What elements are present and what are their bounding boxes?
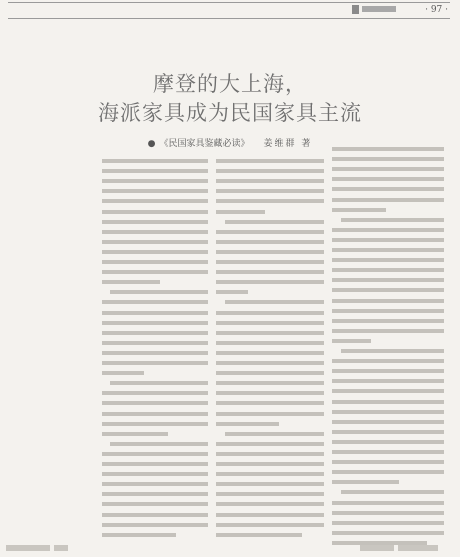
text-line — [332, 238, 444, 242]
text-line — [216, 210, 265, 214]
text-line — [102, 482, 208, 486]
text-line — [102, 311, 208, 315]
text-line — [332, 531, 444, 535]
text-line — [332, 309, 444, 313]
text-line — [216, 533, 302, 537]
text-line — [102, 280, 160, 284]
text-line — [102, 432, 168, 436]
text-line — [102, 371, 144, 375]
text-line — [102, 401, 208, 405]
text-line — [102, 220, 208, 224]
text-line — [332, 450, 444, 454]
text-line — [102, 462, 208, 466]
text-line — [216, 260, 324, 264]
text-line — [332, 258, 444, 262]
text-line — [216, 452, 324, 456]
text-line — [341, 218, 444, 222]
text-line — [102, 159, 208, 163]
text-line — [216, 482, 324, 486]
text-line — [102, 361, 208, 365]
text-line — [216, 179, 324, 183]
text-line — [332, 440, 444, 444]
text-line — [216, 462, 324, 466]
text-line — [332, 248, 444, 252]
text-line — [332, 187, 444, 191]
header-top-rule — [8, 2, 450, 3]
text-line — [102, 331, 208, 335]
text-line — [102, 472, 208, 476]
text-line — [102, 391, 208, 395]
text-line — [102, 260, 208, 264]
text-line — [216, 442, 324, 446]
text-line — [332, 501, 444, 505]
text-line — [225, 220, 324, 224]
text-line — [332, 278, 444, 282]
text-line — [102, 250, 208, 254]
text-line — [332, 369, 444, 373]
text-line — [332, 157, 444, 161]
text-line — [332, 400, 444, 404]
article-title-line-2: 海派家具成为民国家具主流 — [98, 101, 362, 125]
text-line — [102, 412, 208, 416]
text-line — [332, 167, 444, 171]
text-line — [216, 250, 324, 254]
text-line — [225, 300, 324, 304]
text-line — [341, 349, 444, 353]
text-line — [332, 299, 444, 303]
byline-bullet: ● — [147, 139, 156, 149]
text-line — [341, 490, 444, 494]
text-line — [102, 341, 208, 345]
page-number: · 97 · — [425, 5, 448, 15]
text-line — [332, 329, 444, 333]
text-line — [102, 533, 176, 537]
text-line — [102, 189, 208, 193]
text-line — [332, 319, 444, 323]
header-section-label — [362, 6, 396, 12]
header-bottom-rule — [8, 18, 450, 19]
text-line — [216, 341, 324, 345]
text-line — [216, 270, 324, 274]
text-line — [216, 189, 324, 193]
text-line — [332, 470, 444, 474]
slug-page-label — [54, 545, 68, 551]
text-line — [216, 280, 324, 284]
text-line — [332, 228, 444, 232]
text-line — [110, 442, 208, 446]
text-line — [332, 208, 386, 212]
text-line — [332, 379, 444, 383]
text-line — [216, 331, 324, 335]
text-line — [332, 430, 444, 434]
text-line — [110, 381, 208, 385]
text-line — [225, 432, 324, 436]
text-line — [216, 361, 324, 365]
text-line — [102, 300, 208, 304]
text-line — [332, 288, 444, 292]
text-line — [216, 199, 324, 203]
text-line — [332, 460, 444, 464]
text-line — [332, 410, 444, 414]
slug-time — [398, 545, 438, 551]
text-line — [332, 521, 444, 525]
text-line — [216, 523, 324, 527]
text-line — [332, 359, 444, 363]
text-line — [332, 147, 444, 151]
header-marker — [352, 5, 359, 14]
text-line — [332, 511, 444, 515]
text-line — [216, 371, 324, 375]
text-line — [102, 230, 208, 234]
text-line — [102, 513, 208, 517]
text-line — [216, 230, 324, 234]
text-line — [332, 480, 399, 484]
text-line — [216, 391, 324, 395]
byline-series: 《民国家具鉴藏必读》 — [159, 139, 250, 149]
text-line — [216, 240, 324, 244]
text-line — [216, 311, 324, 315]
article-title-line-1: 摩登的大上海， — [153, 72, 307, 96]
text-line — [216, 492, 324, 496]
text-line — [102, 523, 208, 527]
text-line — [102, 502, 208, 506]
text-line — [216, 159, 324, 163]
text-line — [216, 412, 324, 416]
text-line — [110, 290, 208, 294]
text-line — [102, 179, 208, 183]
text-line — [102, 270, 208, 274]
text-line — [332, 420, 444, 424]
text-line — [102, 321, 208, 325]
text-line — [332, 268, 444, 272]
text-line — [216, 513, 324, 517]
text-line — [102, 492, 208, 496]
text-line — [216, 351, 324, 355]
text-line — [216, 381, 324, 385]
text-line — [332, 389, 444, 393]
text-line — [216, 422, 279, 426]
text-line — [216, 290, 248, 294]
text-line — [216, 169, 324, 173]
text-line — [102, 351, 208, 355]
text-line — [216, 401, 324, 405]
slug-date — [360, 545, 394, 551]
text-line — [102, 169, 208, 173]
text-line — [216, 472, 324, 476]
text-line — [102, 199, 208, 203]
text-line — [216, 502, 324, 506]
text-line — [216, 321, 324, 325]
text-line — [102, 422, 208, 426]
byline-author: 姜维群 著 — [263, 139, 313, 149]
text-line — [102, 452, 208, 456]
slug-file-label — [6, 545, 50, 551]
text-line — [332, 198, 444, 202]
text-line — [332, 177, 444, 181]
text-line — [332, 339, 371, 343]
text-line — [102, 240, 208, 244]
text-line — [102, 210, 208, 214]
